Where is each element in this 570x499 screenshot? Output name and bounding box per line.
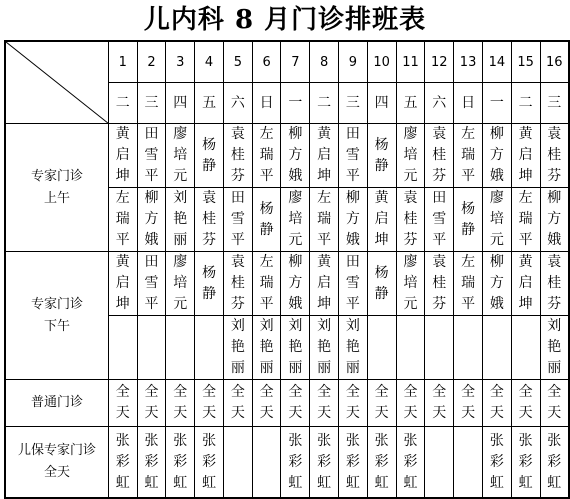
general-cell: 全天 — [166, 380, 195, 427]
doctor-cell: 张彩虹 — [367, 427, 396, 499]
doctor-cell: 刘艳丽 — [310, 316, 339, 380]
doctor-cell: 田雪平 — [339, 124, 368, 188]
date-cell: 16 — [540, 41, 569, 83]
doctor-cell: 柳方娥 — [137, 188, 166, 252]
doctor-cell: 左瑞平 — [252, 124, 281, 188]
doctor-cell: 田雪平 — [339, 252, 368, 316]
date-cell: 10 — [367, 41, 396, 83]
doctor-cell: 刘艳丽 — [223, 316, 252, 380]
doctor-cell: 张彩虹 — [540, 427, 569, 499]
doctor-cell: 廖培元 — [166, 124, 195, 188]
doctor-cell: 田雪平 — [425, 188, 454, 252]
doctor-cell — [223, 427, 252, 499]
date-cell: 5 — [223, 41, 252, 83]
date-cell: 14 — [482, 41, 511, 83]
date-cell: 7 — [281, 41, 310, 83]
doctor-cell: 柳方娥 — [482, 252, 511, 316]
general-cell: 全天 — [482, 380, 511, 427]
doctor-cell: 黄启坤 — [310, 124, 339, 188]
weekday-cell: 日 — [454, 83, 483, 124]
doctor-cell: 张彩虹 — [310, 427, 339, 499]
doctor-cell: 柳方娥 — [281, 124, 310, 188]
doctor-cell: 杨静 — [367, 252, 396, 316]
doctor-cell — [396, 316, 425, 380]
doctor-cell: 袁桂芬 — [396, 188, 425, 252]
weekday-cell: 一 — [281, 83, 310, 124]
general-cell: 全天 — [425, 380, 454, 427]
general-cell: 全天 — [396, 380, 425, 427]
doctor-cell: 黄启坤 — [511, 124, 540, 188]
date-cell: 12 — [425, 41, 454, 83]
doctor-cell — [425, 427, 454, 499]
doctor-cell: 左瑞平 — [454, 252, 483, 316]
doctor-cell — [195, 316, 224, 380]
general-cell: 全天 — [252, 380, 281, 427]
doctor-cell: 张彩虹 — [396, 427, 425, 499]
doctor-cell: 杨静 — [195, 124, 224, 188]
doctor-cell: 柳方娥 — [281, 252, 310, 316]
general-cell: 全天 — [367, 380, 396, 427]
doctor-cell: 柳方娥 — [540, 188, 569, 252]
doctor-cell: 张彩虹 — [108, 427, 137, 499]
weekday-cell: 五 — [195, 83, 224, 124]
doctor-cell: 袁桂芬 — [540, 124, 569, 188]
date-cell: 6 — [252, 41, 281, 83]
doctor-cell: 柳方娥 — [339, 188, 368, 252]
weekday-cell: 六 — [425, 83, 454, 124]
doctor-cell: 杨静 — [252, 188, 281, 252]
doctor-cell — [454, 427, 483, 499]
doctor-cell: 左瑞平 — [511, 188, 540, 252]
corner-cell — [5, 41, 108, 124]
date-cell: 8 — [310, 41, 339, 83]
doctor-cell: 左瑞平 — [310, 188, 339, 252]
page-title: 儿内科 8 月门诊排班表 — [143, 5, 427, 35]
row-label-general: 普通门诊 — [5, 380, 108, 427]
weekday-cell: 一 — [482, 83, 511, 124]
row-label-child-expert: 儿保专家门诊 全天 — [5, 427, 108, 499]
doctor-cell — [367, 316, 396, 380]
doctor-cell — [166, 316, 195, 380]
doctor-cell: 杨静 — [195, 252, 224, 316]
general-cell: 全天 — [137, 380, 166, 427]
doctor-cell: 廖培元 — [166, 252, 195, 316]
doctor-cell: 张彩虹 — [195, 427, 224, 499]
doctor-cell: 黄启坤 — [310, 252, 339, 316]
doctor-cell: 袁桂芬 — [540, 252, 569, 316]
date-cell: 1 — [108, 41, 137, 83]
date-cell: 13 — [454, 41, 483, 83]
weekday-cell: 二 — [511, 83, 540, 124]
doctor-cell: 张彩虹 — [339, 427, 368, 499]
doctor-cell: 杨静 — [367, 124, 396, 188]
row-label-expert-am: 专家门诊 上午 — [5, 124, 108, 252]
general-cell: 全天 — [281, 380, 310, 427]
doctor-cell: 袁桂芬 — [425, 124, 454, 188]
date-cell: 15 — [511, 41, 540, 83]
doctor-cell: 张彩虹 — [511, 427, 540, 499]
child-expert-row — [5, 427, 569, 499]
doctor-cell: 袁桂芬 — [425, 252, 454, 316]
weekday-cell: 四 — [166, 83, 195, 124]
weekday-cell: 五 — [396, 83, 425, 124]
doctor-cell: 袁桂芬 — [195, 188, 224, 252]
doctor-cell: 廖培元 — [482, 188, 511, 252]
doctor-cell: 黄启坤 — [511, 252, 540, 316]
general-cell: 全天 — [195, 380, 224, 427]
doctor-cell — [425, 316, 454, 380]
doctor-cell: 刘艳丽 — [540, 316, 569, 380]
doctor-cell: 左瑞平 — [108, 188, 137, 252]
row-label-expert-pm: 专家门诊 下午 — [5, 252, 108, 380]
doctor-cell: 刘艳丽 — [281, 316, 310, 380]
general-cell: 全天 — [223, 380, 252, 427]
doctor-cell: 黄启坤 — [108, 124, 137, 188]
weekday-cell: 四 — [367, 83, 396, 124]
weekday-cell: 六 — [223, 83, 252, 124]
doctor-cell — [482, 316, 511, 380]
doctor-cell: 黄启坤 — [108, 252, 137, 316]
doctor-cell — [108, 316, 137, 380]
date-cell: 2 — [137, 41, 166, 83]
doctor-cell: 黄启坤 — [367, 188, 396, 252]
general-cell: 全天 — [108, 380, 137, 427]
doctor-cell: 廖培元 — [396, 252, 425, 316]
doctor-cell: 刘艳丽 — [252, 316, 281, 380]
doctor-cell: 左瑞平 — [252, 252, 281, 316]
doctor-cell — [511, 316, 540, 380]
doctor-cell: 田雪平 — [137, 252, 166, 316]
schedule-table — [4, 40, 570, 499]
date-cell: 11 — [396, 41, 425, 83]
doctor-cell: 张彩虹 — [166, 427, 195, 499]
general-clinic-row — [5, 380, 569, 427]
expert-am-row-1 — [5, 124, 569, 188]
doctor-cell: 张彩虹 — [137, 427, 166, 499]
doctor-cell: 袁桂芬 — [223, 124, 252, 188]
doctor-cell: 张彩虹 — [281, 427, 310, 499]
date-cell: 3 — [166, 41, 195, 83]
date-cell: 4 — [195, 41, 224, 83]
doctor-cell: 张彩虹 — [482, 427, 511, 499]
doctor-cell: 左瑞平 — [454, 124, 483, 188]
doctor-cell: 杨静 — [454, 188, 483, 252]
doctor-cell — [454, 316, 483, 380]
doctor-cell: 刘艳丽 — [339, 316, 368, 380]
weekday-cell: 三 — [339, 83, 368, 124]
general-cell: 全天 — [511, 380, 540, 427]
general-cell: 全天 — [454, 380, 483, 427]
weekday-cell: 二 — [310, 83, 339, 124]
doctor-cell: 柳方娥 — [482, 124, 511, 188]
date-row — [5, 41, 569, 83]
general-cell: 全天 — [339, 380, 368, 427]
general-cell: 全天 — [540, 380, 569, 427]
doctor-cell: 田雪平 — [223, 188, 252, 252]
doctor-cell: 廖培元 — [281, 188, 310, 252]
weekday-cell: 二 — [108, 83, 137, 124]
doctor-cell: 田雪平 — [137, 124, 166, 188]
general-cell: 全天 — [310, 380, 339, 427]
doctor-cell: 刘艳丽 — [166, 188, 195, 252]
doctor-cell — [137, 316, 166, 380]
doctor-cell — [252, 427, 281, 499]
date-cell: 9 — [339, 41, 368, 83]
doctor-cell: 廖培元 — [396, 124, 425, 188]
weekday-cell: 日 — [252, 83, 281, 124]
weekday-cell: 三 — [137, 83, 166, 124]
doctor-cell: 袁桂芬 — [223, 252, 252, 316]
expert-pm-row-1 — [5, 252, 569, 316]
weekday-cell: 三 — [540, 83, 569, 124]
